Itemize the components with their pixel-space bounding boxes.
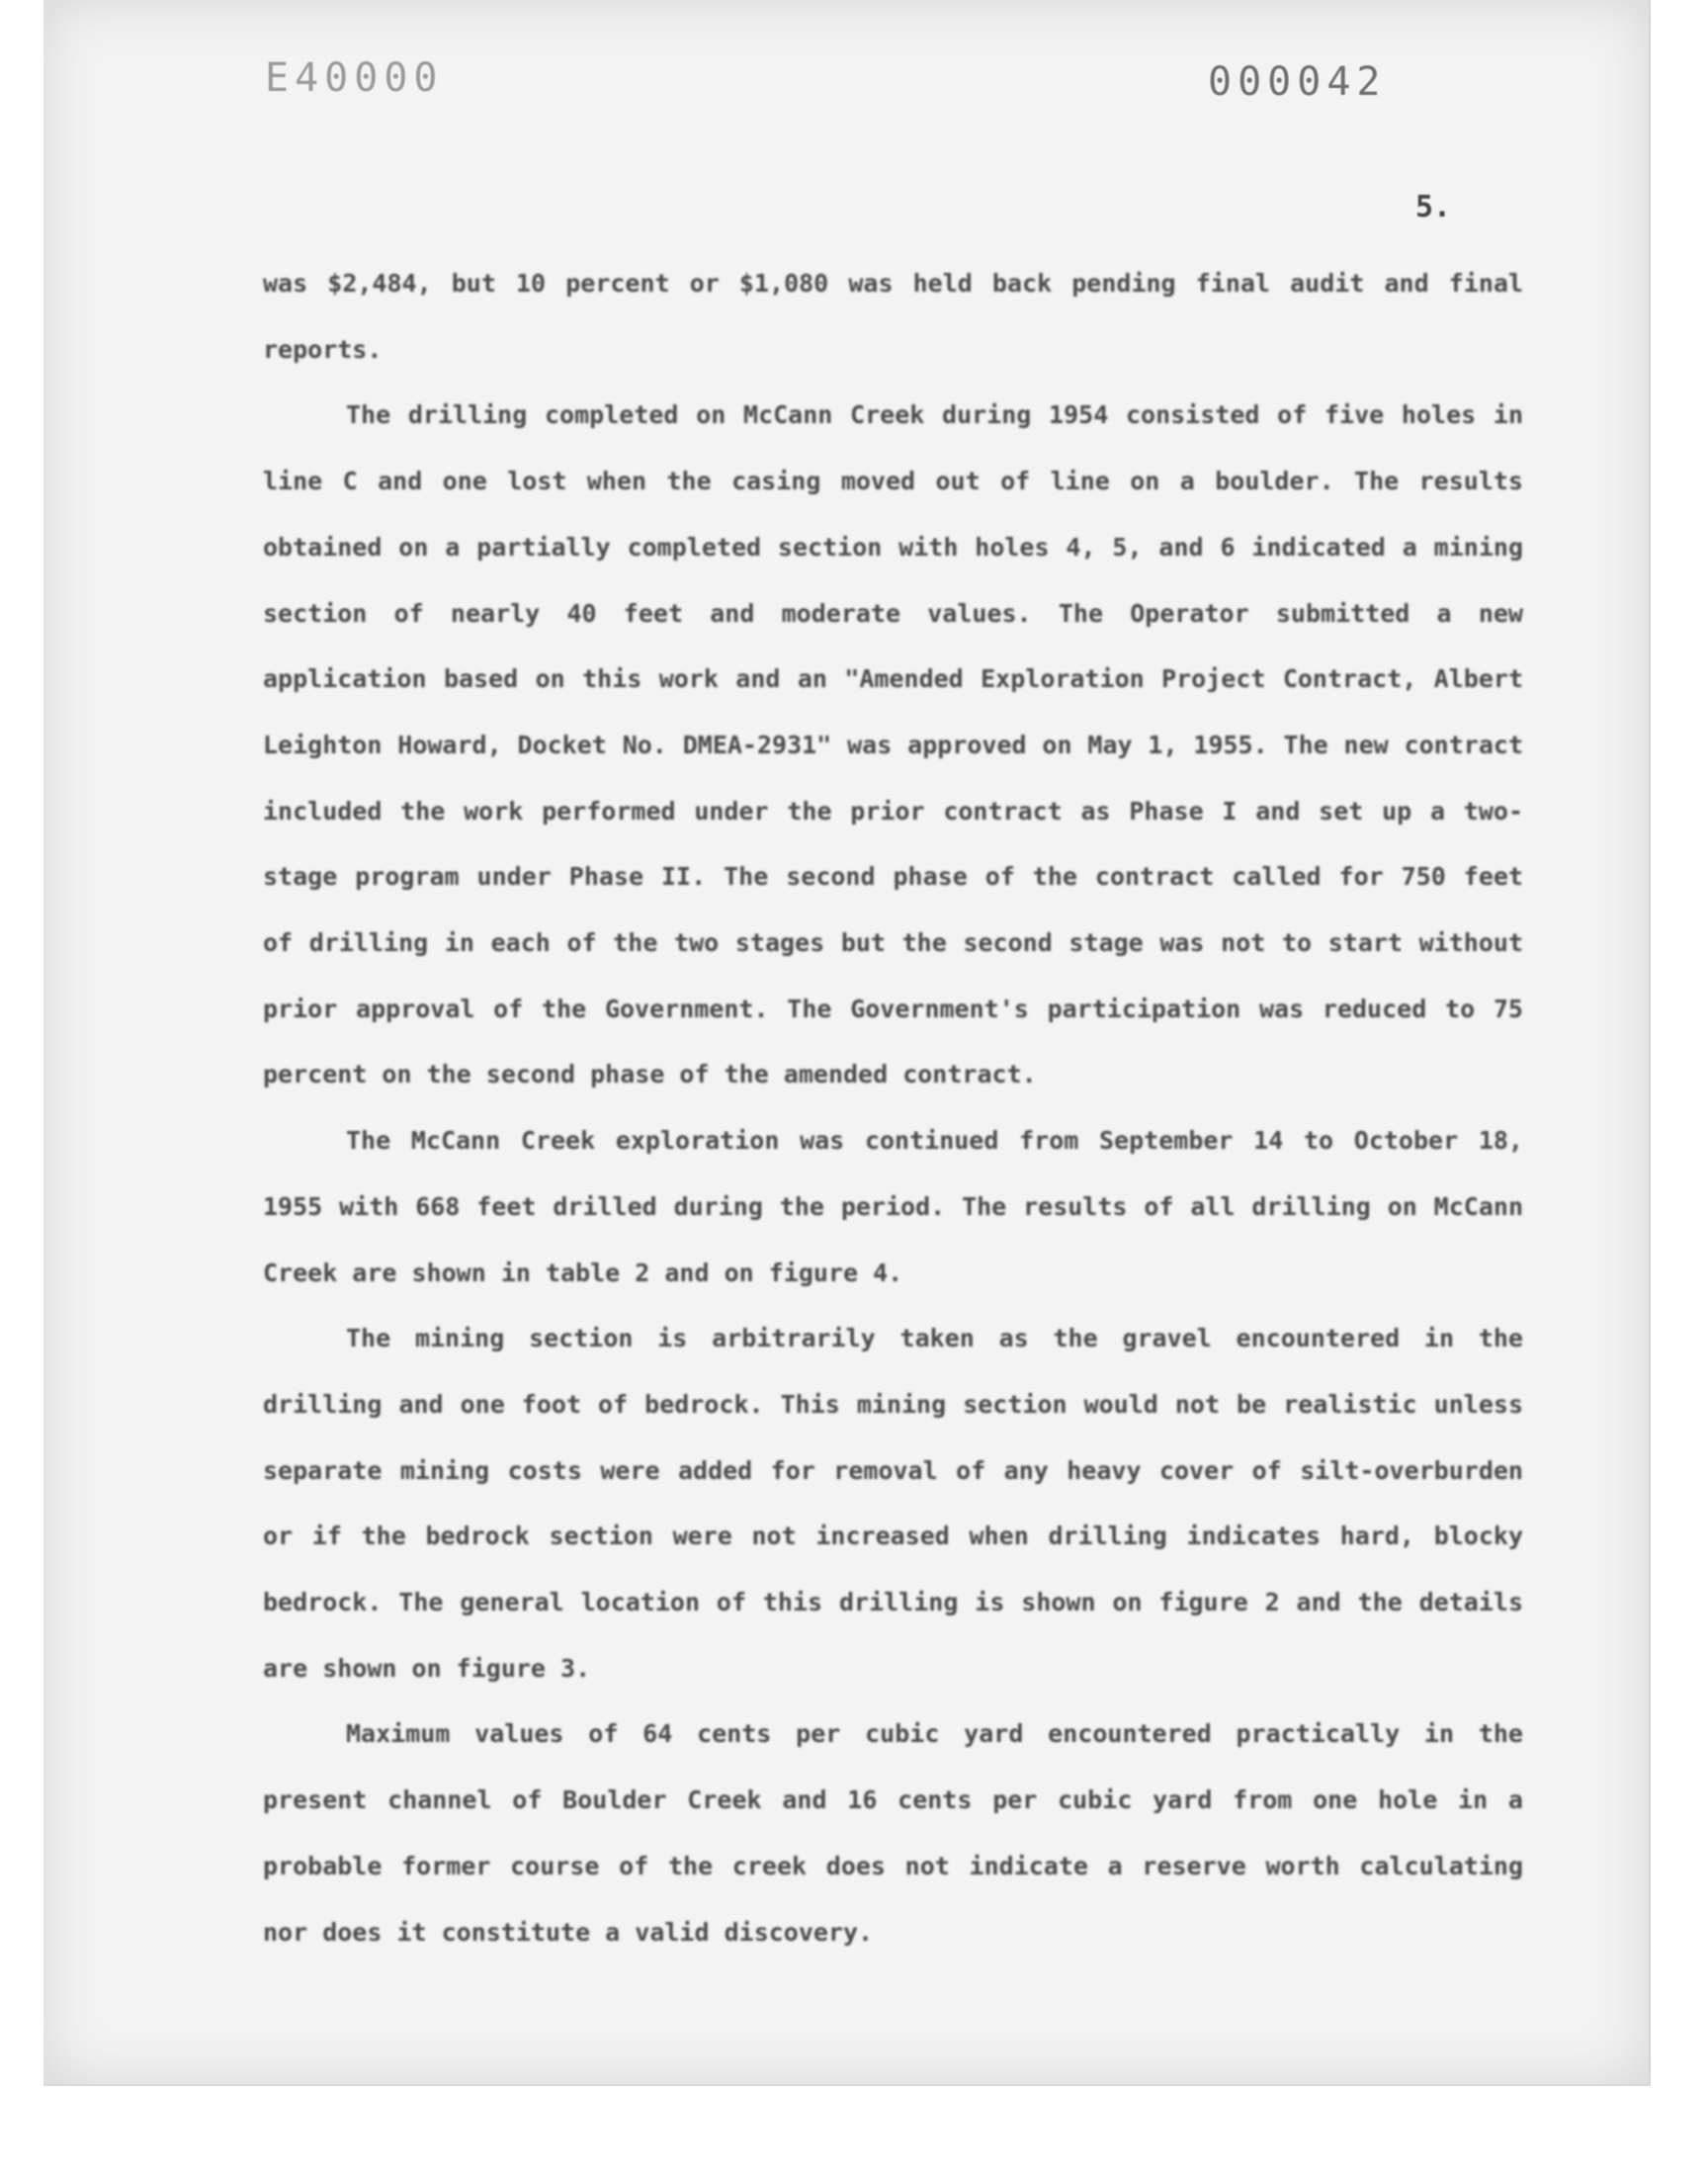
paragraph-mccann-drilling: The drilling completed on McCann Creek during 1954 consisted of five holes in line C and one lost when the casing moved out of line on a boulder. The results obtained on a partially completed section with holes 4, 5, and 6 indicated a mining section of nearly 40 feet and moderate values. The Operator submitted a new application based on this work and an "Amended Exploration Project Contract, Albert Leighton Howard, Docket No. DMEA-2931" was approved on May 1, 1955. The new contract included the work performed under the prior contract as Phase I and set up a two-stage program under Phase II. The second phase of the contract called for 750 feet of drilling in each of the two stages but the second stage was not to start without prior approval of the Government. The Government's participation was reduced to 75 percent on the second phase of the amended contract. bbox=[263, 400, 1523, 1089]
document-stamp-right: 000042 bbox=[1208, 59, 1387, 105]
document-stamp-left: E40000 bbox=[265, 55, 444, 101]
paragraph-mining-section: The mining section is arbitrarily taken as the gravel encountered in the drilling and one foot of bedrock. This mining section would not be realistic unless separate mining costs were added for removal of any heavy cover of silt-overburden or if the bedrock section were not increased when drilling indicates hard, blocky bedrock. The general location of this drilling is shown on figure 2 and the details are shown on figure 3. bbox=[263, 1324, 1523, 1683]
page-number: 5. bbox=[1415, 190, 1452, 224]
body-text bbox=[263, 251, 1523, 1965]
paragraph-continuation: was $2,484, but 10 percent or $1,080 was held back pending final audit and final reports. bbox=[263, 269, 1523, 364]
paragraph-maximum-values: Maximum values of 64 cents per cubic yard encountered practically in the present channel of Boulder Creek and 16 cents per cubic yard from one hole in a probable former course of the creek does not indicate a reserve worth calculating nor does it constitute a valid discovery. bbox=[263, 1719, 1523, 1947]
paragraph-exploration-continued: The McCann Creek exploration was continued from September 14 to October 18, 1955 with 668 feet drilled during the period. The results of all drilling on McCann Creek are shown in table 2 and on figure 4. bbox=[263, 1126, 1523, 1287]
